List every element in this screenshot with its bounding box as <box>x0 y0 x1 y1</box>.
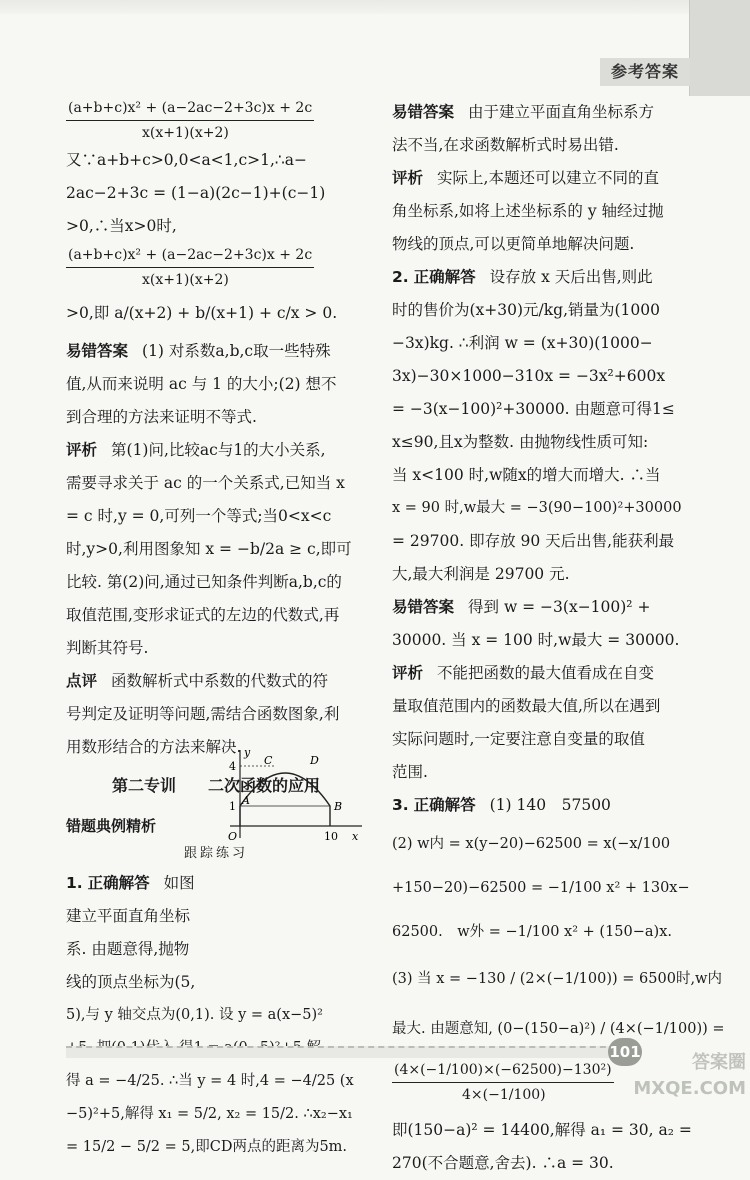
text-line: +150−20)−62500 = −1/100 x² + 130x− <box>392 880 690 896</box>
text-line: 即(150−a)² = 14400,解得 a₁ = 30, a₂ = <box>392 1121 692 1139</box>
question-3: 3. 正确解答 (1) 140 57500 <box>392 796 611 814</box>
error-answer-r1: 易错答案 由于建立平面直角坐标系方 <box>392 103 655 121</box>
comment: 点评 函数解析式中系数的代数式的符 <box>66 672 329 690</box>
text-line: 法不当,在求函数解析式时易出错. <box>392 136 619 154</box>
y-label: y <box>244 746 251 759</box>
header-label: 参考答案 <box>600 58 690 86</box>
text-line: = 29700. 即存放 90 天后出售,能获利最 <box>392 532 675 550</box>
section-title: 第二专训 二次函数的应用 <box>111 776 320 795</box>
formula-big: (4×(−1/100)×(−62500)−130²) 4×(−1/100) <box>392 1054 692 1114</box>
text-line: 系. 由题意得,抛物 <box>66 940 190 958</box>
text-line: −5)²+5,解得 x₁ = 5/2, x₂ = 15/2. ∴x₂−x₁ <box>66 1106 353 1122</box>
text-line: 线的顶点坐标为(5, <box>66 973 196 991</box>
origin-label: O <box>228 830 238 843</box>
tick-1: 1 <box>229 800 236 813</box>
text-line: 取值范围,变形求证式的左边的代数式,再 <box>66 606 340 624</box>
text-line: 用数形结合的方法来解决. <box>66 738 242 756</box>
eval-r1: 评析 实际上,本题还可以建立不同的直 <box>392 169 659 187</box>
text-line: 30000. 当 x = 100 时,w最大 = 30000. <box>392 631 680 649</box>
text-line: 又∵a+b+c>0,0<a<1,c>1,∴a− <box>66 151 308 169</box>
header-tab <box>689 0 750 96</box>
text-line: 判断其符号. <box>66 639 149 657</box>
eval-r2: 评析 不能把函数的最大值看成在自变 <box>392 664 655 682</box>
text-line: 角坐标系,如将上述坐标系的 y 轴经过抛 <box>392 202 664 220</box>
text-line: 2ac−2+3c = (1−a)(2c−1)+(c−1) <box>66 184 326 202</box>
text-line: >0,∴当x>0时, <box>66 217 177 235</box>
tick-10: 10 <box>324 830 338 843</box>
practice-label: 跟踪练习 <box>183 846 248 861</box>
point-b: B <box>334 800 343 813</box>
point-a: A <box>242 794 250 807</box>
text-line: 范围. <box>392 763 428 781</box>
text-line: x = 90 时,w最大 = −3(90−100)²+30000 <box>392 500 682 516</box>
text-line: 比较. 第(2)问,通过已知条件判断a,b,c的 <box>66 573 342 591</box>
tick-4: 4 <box>229 760 236 773</box>
text-line: 到合理的方法来证明不等式. <box>66 408 257 426</box>
right-column <box>392 96 725 1180</box>
footer-dashes <box>66 1046 626 1058</box>
text-line: −3x)kg. ∴利润 w = (x+30)(1000− <box>392 334 653 352</box>
text-line: = c 时,y = 0,可列一个等式;当0<x<c <box>66 507 332 525</box>
text-line: 得 a = −4/25. ∴当 y = 4 时,4 = −4/25 (x <box>66 1073 354 1089</box>
text-line: >0,即 a/(x+2) + b/(x+1) + c/x > 0. <box>66 304 338 322</box>
text-line: 当 x<100 时,w随x的增大而增大. ∴当 <box>392 466 661 484</box>
parabola-curve <box>240 773 330 826</box>
formula-2: (a+b+c)x² + (a−2ac−2+3c)x + 2c x(x+1)(x+2) <box>66 243 366 291</box>
text-line: (2) w内 = x(y−20)−62500 = x(−x/100 <box>392 836 671 852</box>
error-answer-1: 易错答案 (1) 对系数a,b,c取一些特殊 <box>66 342 331 360</box>
text-line: 大,最大利润是 29700 元. <box>392 565 570 583</box>
eval-1: 评析 第(1)问,比较ac与1的大小关系, <box>66 441 326 459</box>
text-line: 时的售价为(x+30)元/kg,销量为(1000 <box>392 301 661 319</box>
text-line: 5),与 y 轴交点为(0,1). 设 y = a(x−5)² <box>66 1007 323 1023</box>
text-line: 实际问题时,一定要注意自变量的取值 <box>392 730 645 748</box>
text-line: 物线的顶点,可以更简单地解决问题. <box>392 235 635 253</box>
point-d: D <box>310 754 319 767</box>
watermark: 答案圈 MXQE.COM <box>633 1052 746 1099</box>
text-line: 时,y>0,利用图象知 x = −b/2a ≥ c,即可 <box>66 540 352 558</box>
text-line: (3) 当 x = −130 / (2×(−1/100)) = 6500时,w内 <box>392 971 722 987</box>
x-label: x <box>352 830 359 843</box>
text-line: 62500. w外 = −1/100 x² + (150−a)x. <box>392 924 672 940</box>
point-c: C <box>264 754 273 767</box>
error-answer-r2: 易错答案 得到 w = −3(x−100)² + <box>392 598 651 616</box>
text-line: 3x)−30×1000−310x = −3x²+600x <box>392 367 666 385</box>
parabola-graph <box>226 746 366 846</box>
formula-1: (a+b+c)x² + (a−2ac−2+3c)x + 2c x(x+1)(x+2) <box>66 96 366 144</box>
question-2: 2. 正确解答 设存放 x 天后出售,则此 <box>392 268 653 286</box>
text-line: x≤90,且x为整数. 由抛物线性质可知: <box>392 433 649 451</box>
parabola-svg <box>226 746 366 846</box>
sub-title: 错题典例精析 <box>66 817 157 835</box>
text-line: 量取值范围内的函数最大值,所以在遇到 <box>392 697 661 715</box>
header-bar <box>0 0 750 14</box>
question-1: 1. 正确解答 如图 <box>66 874 195 892</box>
text-line: 建立平面直角坐标 <box>66 907 191 925</box>
page-number: 101 <box>608 1038 642 1066</box>
text-line: 号判定及证明等问题,需结合函数图象,利 <box>66 705 340 723</box>
text-line: 270(不合题意,舍去). ∴a = 30. <box>392 1154 614 1172</box>
left-column <box>66 96 366 1164</box>
text-line: 值,从而来说明 ac 与 1 的大小;(2) 想不 <box>66 375 337 393</box>
text-line: = 15/2 − 5/2 = 5,即CD两点的距离为5m. <box>66 1139 348 1155</box>
text-line: = −3(x−100)²+30000. 由题意可得1≤ <box>392 400 675 418</box>
text-line: 最大. 由题意知, (0−(150−a)²) / (4×(−1/100)) = <box>392 1021 725 1037</box>
text-line: 需要寻求关于 ac 的一个关系式,已知当 x <box>66 474 345 492</box>
